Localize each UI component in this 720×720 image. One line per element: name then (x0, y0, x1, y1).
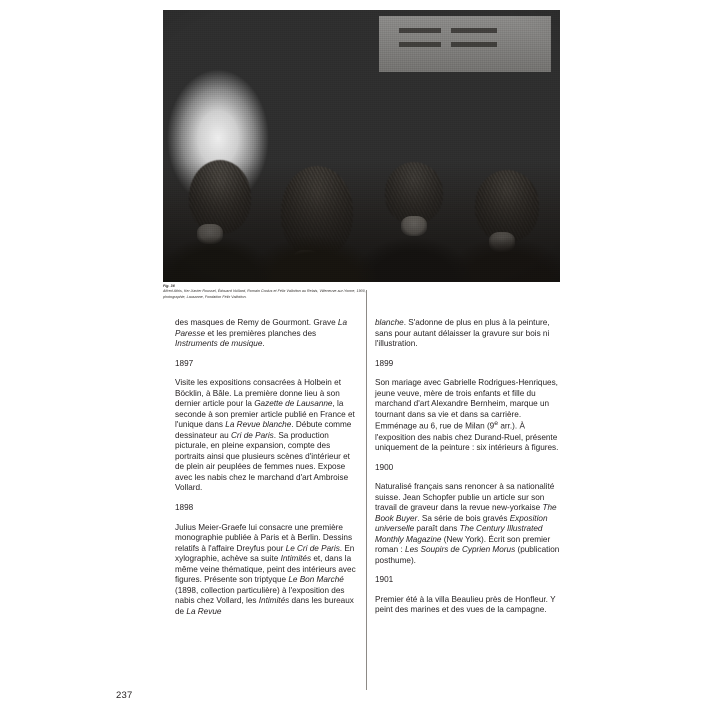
italic-run: Les Soupirs de Cyprien Morus (405, 545, 516, 555)
italic-run: Exposition universelle (375, 513, 548, 534)
chronology-year-heading: 1901 (375, 575, 394, 585)
chronology-entries-left (175, 359, 360, 618)
italic-run: La Paresse (175, 318, 348, 338)
chronology-entry-text (375, 378, 560, 453)
italic-run: Le Cri de Paris (285, 543, 340, 553)
chronology-year-heading: 1897 (175, 358, 194, 368)
text-run: . En xylographie, achève sa suite (175, 543, 355, 564)
text-run: (publication posthume). (375, 545, 560, 565)
chronology-entry-text (175, 523, 360, 618)
text-run: Naturalisé français sans renoncer à sa nationalité suisse. Jean Schopfer publie un article sur son travail de graveur dans la revue new-yorkaise (375, 482, 555, 513)
italic-run: blanche (375, 318, 404, 327)
italic-run: Gazette de Lausanne (254, 399, 333, 409)
body-columns (163, 318, 560, 690)
text-run: . S'adonne de plus en plus à la peinture, sans pour autant délaisser la gravure sur bois ni l'illustration. (375, 318, 550, 349)
paragraph-continuation-right (375, 318, 560, 350)
text-run: Julius Meier-Graefe lui consacre une première monographie publiée à Paris et à Berlin. Dessins relatifs à l'affaire Dreyfus pour (175, 522, 353, 553)
text-run: et, dans la même veine thématique, peint des intérieurs avec figures. Présente son triptyque (175, 554, 356, 585)
italic-run: La Revue (186, 606, 222, 616)
text-run: . Sa production picturale, en pleine expansion, compte des portraits ainsi que plusieurs scènes d'intérieur et de plein air peuplées de femmes nues. Expose avec les nabis chez le marchand d'art Ambroise Vollard. (175, 430, 350, 493)
text-run: arr.). À l'exposition des nabis chez Durand-Ruel, présente uniquement de la peinture : six intérieurs à figures. (375, 421, 559, 453)
italic-run: The Century Illustrated Monthly Magazine (375, 524, 543, 544)
italic-run: La Revue blanche (225, 420, 292, 430)
figure-caption (163, 284, 385, 300)
paragraph-continuation-left (175, 318, 360, 350)
text-run: Son mariage avec Gabrielle Rodrigues-Henriques, jeune veuve, mère de trois enfants et fille du marchand d'art Alexandre Bernheim, marque un tournant dans sa vie et dans sa carrière. Emménage au 6, rue de Milan (9 (375, 378, 558, 431)
chronology-year-heading: 1898 (175, 502, 194, 512)
italic-run: Le Bon Marché (288, 575, 344, 585)
chronology-entry-text (375, 595, 560, 616)
text-run: dans les bureaux de (175, 596, 354, 616)
italic-run: Intimités (258, 596, 290, 606)
text-run: (New York). Écrit son premier roman : (375, 534, 551, 555)
photo-vignette (163, 10, 560, 282)
chronology-entry-text (175, 378, 360, 494)
text-run: e (494, 420, 499, 428)
figure-caption-italic-body: Alfred Athis, Ker-Xavier Roussel, Édouard Vuillard, Romain Coolus et Félix Vallotton au Relais, Villeneuve-sur-Yonne, 1900, photographie, Lausanne, Fondation Félix Vallotton. (163, 289, 366, 299)
text-run: . (262, 339, 265, 349)
text-run: . Débute comme dessinateur au (175, 420, 352, 440)
text-run: des masques de Remy de Gourmont. Grave (175, 318, 338, 327)
figure-photograph (163, 10, 560, 282)
page-number: 237 (116, 690, 133, 701)
text-run: , la seconde à son premier article publié en France et l'unique dans (175, 399, 355, 430)
figure-caption-reference: Fig. 36 (163, 284, 175, 288)
column-right (375, 318, 560, 625)
figure-caption-text (163, 289, 385, 300)
italic-run: Instruments de musique (175, 339, 263, 349)
italic-run: The Book Buyer (375, 503, 557, 523)
column-left (175, 318, 360, 626)
text-run: (1898, collection particulière) à l'exposition des nabis chez Vollard, les (175, 585, 345, 606)
italic-run: Intimités (280, 554, 312, 564)
chronology-year-heading: 1900 (375, 462, 394, 472)
chronology-entry-text (375, 482, 560, 566)
text-run: Premier été à la villa Beaulieu près de Honfleur. Y peint des marines et des vues de la campagne. (375, 594, 556, 615)
text-run: Visite les expositions consacrées à Holbein et Böcklin, à Bâle. La première donne lieu à son dernier article pour la (175, 378, 341, 409)
chronology-year-heading: 1899 (375, 358, 394, 368)
chronology-entries-right (375, 359, 560, 616)
text-run: et les premières planches des (205, 328, 317, 338)
italic-run: Cri de Paris (231, 430, 274, 440)
text-run: paraît dans (414, 524, 460, 534)
text-run: . Sa série de bois gravés (417, 513, 510, 523)
